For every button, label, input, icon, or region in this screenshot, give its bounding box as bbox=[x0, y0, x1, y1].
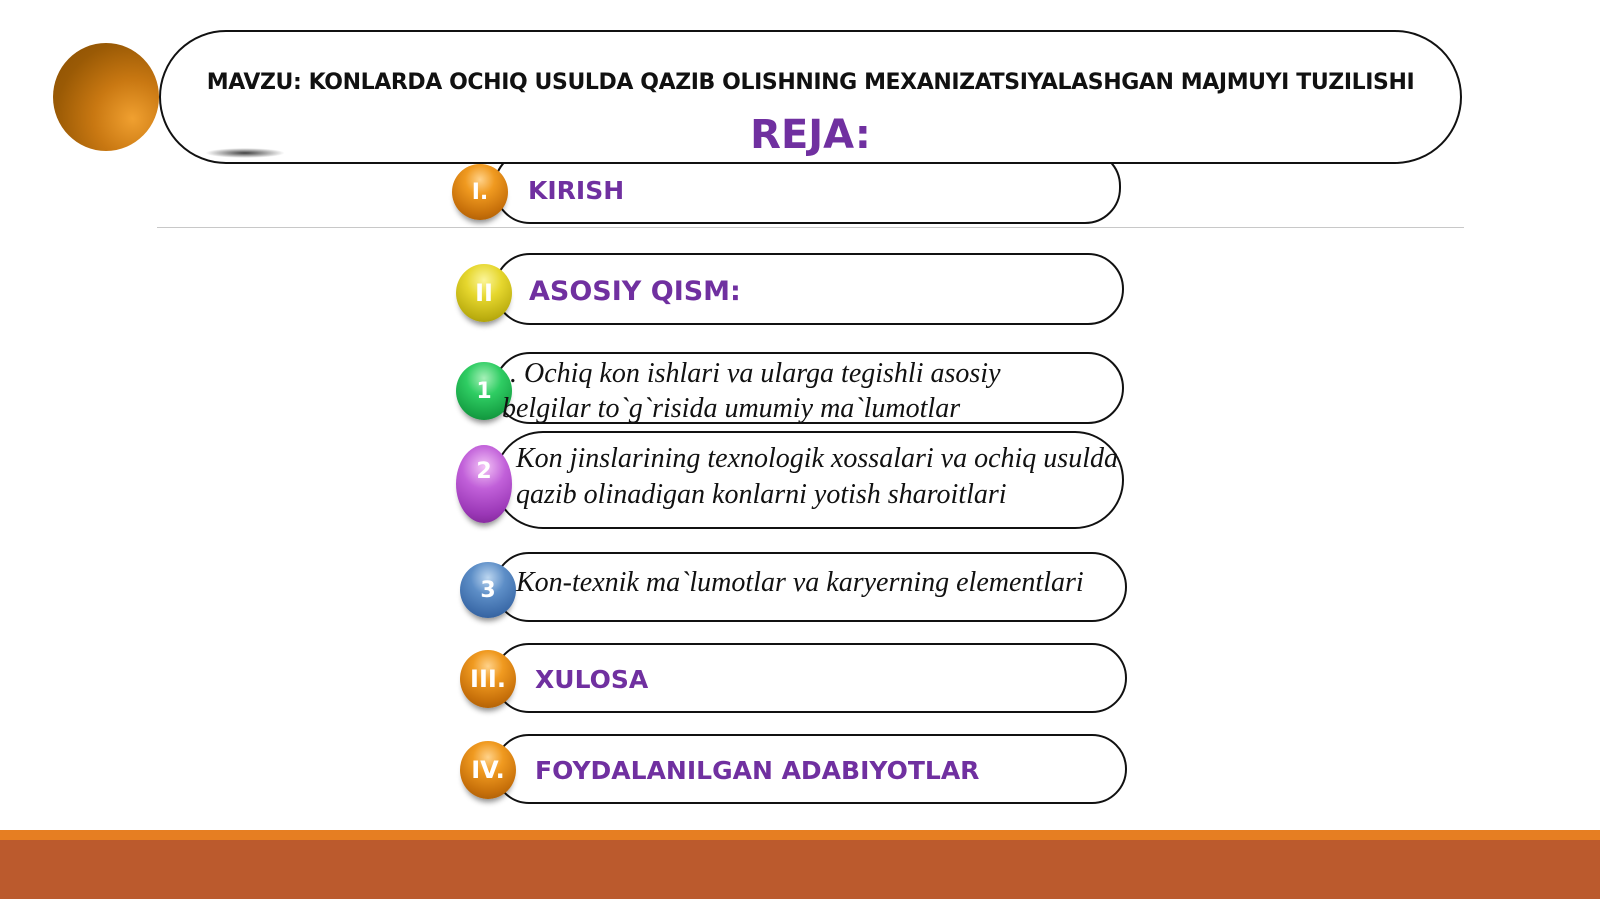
plan-item-xulosa-label: XULOSA bbox=[535, 665, 649, 694]
divider-line bbox=[157, 227, 1464, 228]
plan-item-xulosa-marker: III. bbox=[460, 650, 516, 708]
sub-item-2-marker: 2 bbox=[456, 445, 512, 523]
plan-item-asosiy-marker: II bbox=[456, 264, 512, 322]
plan-item-kirish-marker: I. bbox=[452, 164, 508, 220]
sub-item-2-text-line2: qazib olinadigan konlarni yotish sharoitlari bbox=[516, 479, 1007, 510]
sub-item-1-text-line1: . Ochiq kon ishlari va ularga tegishli asosiy bbox=[510, 358, 1001, 389]
plan-item-kirish-label: KIRISH bbox=[528, 176, 625, 205]
plan-item-asosiy-label: ASOSIY QISM: bbox=[529, 276, 741, 307]
sub-item-3-text: Kon-texnik ma`lumotlar va karyerning elementlari bbox=[516, 567, 1084, 598]
sub-item-2-text-line1: Kon jinslarining texnologik xossalari va ochiq usulda bbox=[516, 443, 1118, 474]
sub-item-3-marker: 3 bbox=[460, 562, 516, 618]
decorative-circle bbox=[53, 43, 159, 151]
sub-item-1-text-line2: belgilar to`g`risida umumiy ma`lumotlar bbox=[502, 393, 961, 424]
slide-topic: MAVZU: KONLARDA OCHIQ USULDA QAZIB OLISHNING MEXANIZATSIYALASHGAN MAJMUYI TUZILISHI bbox=[206, 70, 1415, 95]
plan-item-adabiyotlar-label: FOYDALANILGAN ADABIYOTLAR bbox=[535, 756, 980, 785]
footer-bar bbox=[0, 840, 1600, 899]
plan-heading: REJA: bbox=[750, 112, 871, 158]
sub-item-1-marker: 1 bbox=[456, 362, 512, 420]
plan-item-adabiyotlar-marker: IV. bbox=[460, 741, 516, 799]
footer-accent-bar bbox=[0, 830, 1600, 840]
